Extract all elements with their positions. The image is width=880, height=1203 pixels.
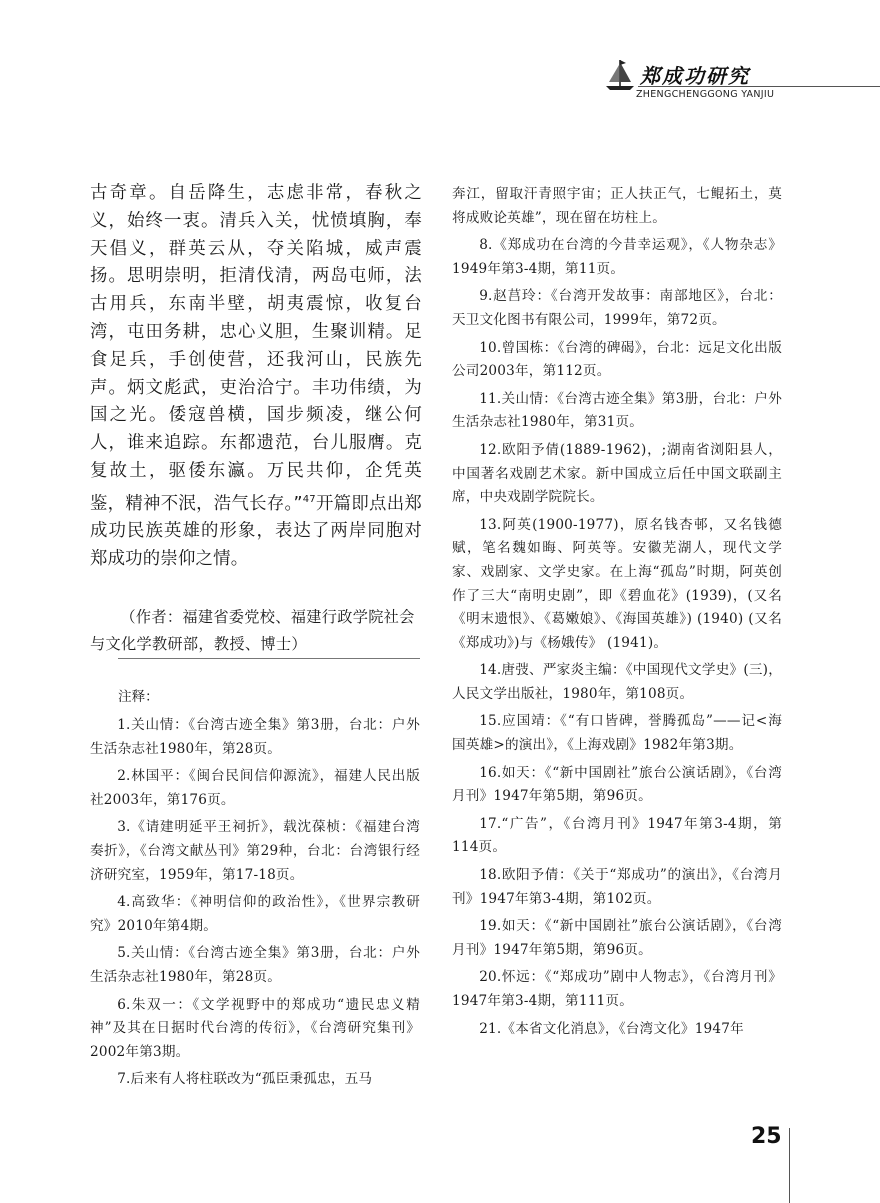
note-item: 13.阿英(1900-1977)，原名钱杏邨，又名钱德赋，笔名魏如晦、阿英等。安徽芜湖人，现代文学家、戏剧家、文学史家。在上海“孤岛”时期，阿英创作了三大“南明史剧”，即《碧血花》(1939)，(又名《明末遗恨》、《葛嫩娘》、《海国英雄》) (1940) (又名《郑成功》)与《杨娥传》 (1941)。: [452, 516, 782, 651]
note-item: 17.“广告”，《台湾月刊》1947年第3-4期，第114页。: [452, 815, 782, 856]
note-item: 7.后来有人将柱联改为“孤臣秉孤忠，五马: [117, 1071, 373, 1088]
body-paragraph: [90, 180, 422, 574]
note-item: 4.高致华：《神明信仰的政治性》，《世界宗教研究》2010年第4期。: [90, 894, 420, 934]
note-item: 10.曾国栋：《台湾的碑碣》，台北：远足文化出版公司2003年，第112页。: [452, 339, 782, 380]
note-item: 20.怀远：《“郑成功”剧中人物志》，《台湾月刊》1947年第3-4期，第111页。: [452, 969, 782, 1009]
note-item: 5.关山情：《台湾古迹全集》第3册，台北：户外生活杂志社1980年，第28页。: [90, 945, 420, 985]
body-text-tail: 开篇即点出郑成功民族英雄的形象，表达了两岸同胞对郑成功的崇仰之情。: [90, 493, 422, 570]
main-text-column: [90, 180, 422, 673]
body-text-main: 古奇章。自岳降生，志虑非常，春秋之义，始终一衷。清兵入关，忧愤填胸，奉天倡义，群英云从，夺关陷城，威声震扬。思明崇明，拒清伐清，两岛屯师，法古用兵，东南半壁，胡夷震惊，收复台湾，屯田务耕，忠心义胆，生聚训精。足食足兵，手创使营，还我河山，民族先声。炳文彪武，吏治洽宁。丰功伟绩，为国之光。倭寇兽横，国步频凌，继公何人，谁来追踪。东都遗范，台儿服膺。克复故土，驱倭东瀛。万民共仰，企凭英鉴，精神不泯，浩气长存。”: [90, 183, 422, 514]
page-edge-rule: [789, 1128, 790, 1203]
journal-subtitle: ZHENGCHENGGONG YANJIU: [636, 89, 775, 100]
journal-header: [600, 52, 880, 107]
note-item-continued: 奔江，留取汗青照宇宙；正人扶正气，七鲲拓土，莫将成败论英雄”，现在留在坊柱上。: [452, 186, 782, 226]
note-item: 6.朱双一：《文学视野中的郑成功“遗民忠义精神”及其在日据时代台湾的传衍》，《台湾研究集刊》2002年第3期。: [90, 996, 420, 1060]
author-note: （作者：福建省委党校、福建行政学院社会与文化学教研部，教授、博士）: [90, 607, 415, 653]
notes-left-column: [90, 684, 420, 1096]
page-number: 25: [751, 1124, 782, 1149]
notes-label: 注释：: [118, 689, 159, 705]
note-item: 1.关山情：《台湾古迹全集》第3册，台北：户外生活杂志社1980年，第28页。: [90, 717, 420, 757]
notes-right-column: [452, 183, 782, 1045]
notes-divider: [118, 658, 420, 659]
ship-sail-icon: [600, 56, 640, 92]
note-item: 16.如天：《“新中国剧社”旅台公演话剧》，《台湾月刊》1947年第5期，第96页。: [452, 764, 782, 805]
note-item: 2.林国平：《闽台民间信仰源流》，福建人民出版社2003年，第176页。: [90, 768, 420, 808]
note-item: 19.如天：《“新中国剧社”旅台公演话剧》，《台湾月刊》1947年第5期，第96页。: [452, 918, 782, 958]
note-item: 12.欧阳予倩(1889-1962)，;湖南省浏阳县人，中国著名戏剧艺术家。新中国成立后任中国文联副主席，中央戏剧学院院长。: [452, 441, 782, 506]
note-item: 14.唐弢、严家炎主编：《中国现代文学史》(三)，人民文学出版社，1980年，第108页。: [452, 662, 782, 702]
note-item: 8.《郑成功在台湾的今昔幸运观》，《人物杂志》1949年第3-4期，第11页。: [452, 237, 782, 277]
note-item: 21.《本省文化消息》，《台湾文化》1947年: [479, 1020, 744, 1037]
note-item: 18.欧阳予倩：《关于“郑成功”的演出》，《台湾月刊》1947年第3-4期，第102页。: [452, 867, 782, 907]
footnote-reference: 47: [302, 493, 316, 505]
note-item: 3.《请建明延平王祠折》，载沈葆桢：《福建台湾奏折》，《台湾文献丛刊》第29种，台北：台湾银行经济研究室，1959年，第17-18页。: [90, 819, 420, 883]
header-rule: [638, 86, 880, 87]
journal-title: 郑成功研究: [640, 64, 750, 88]
note-item: 15.应国靖：《“有口皆碑，誉腾孤岛”——记<海国英雄>的演出》，《上海戏剧》1982年第3期。: [452, 713, 782, 754]
note-item: 9.赵莒玲：《台湾开发故事：南部地区》，台北：天卫文化图书有限公司，1999年，第72页。: [452, 288, 782, 328]
note-item: 11.关山情：《台湾古迹全集》第3册，台北：户外生活杂志社1980年，第31页。: [452, 390, 782, 431]
